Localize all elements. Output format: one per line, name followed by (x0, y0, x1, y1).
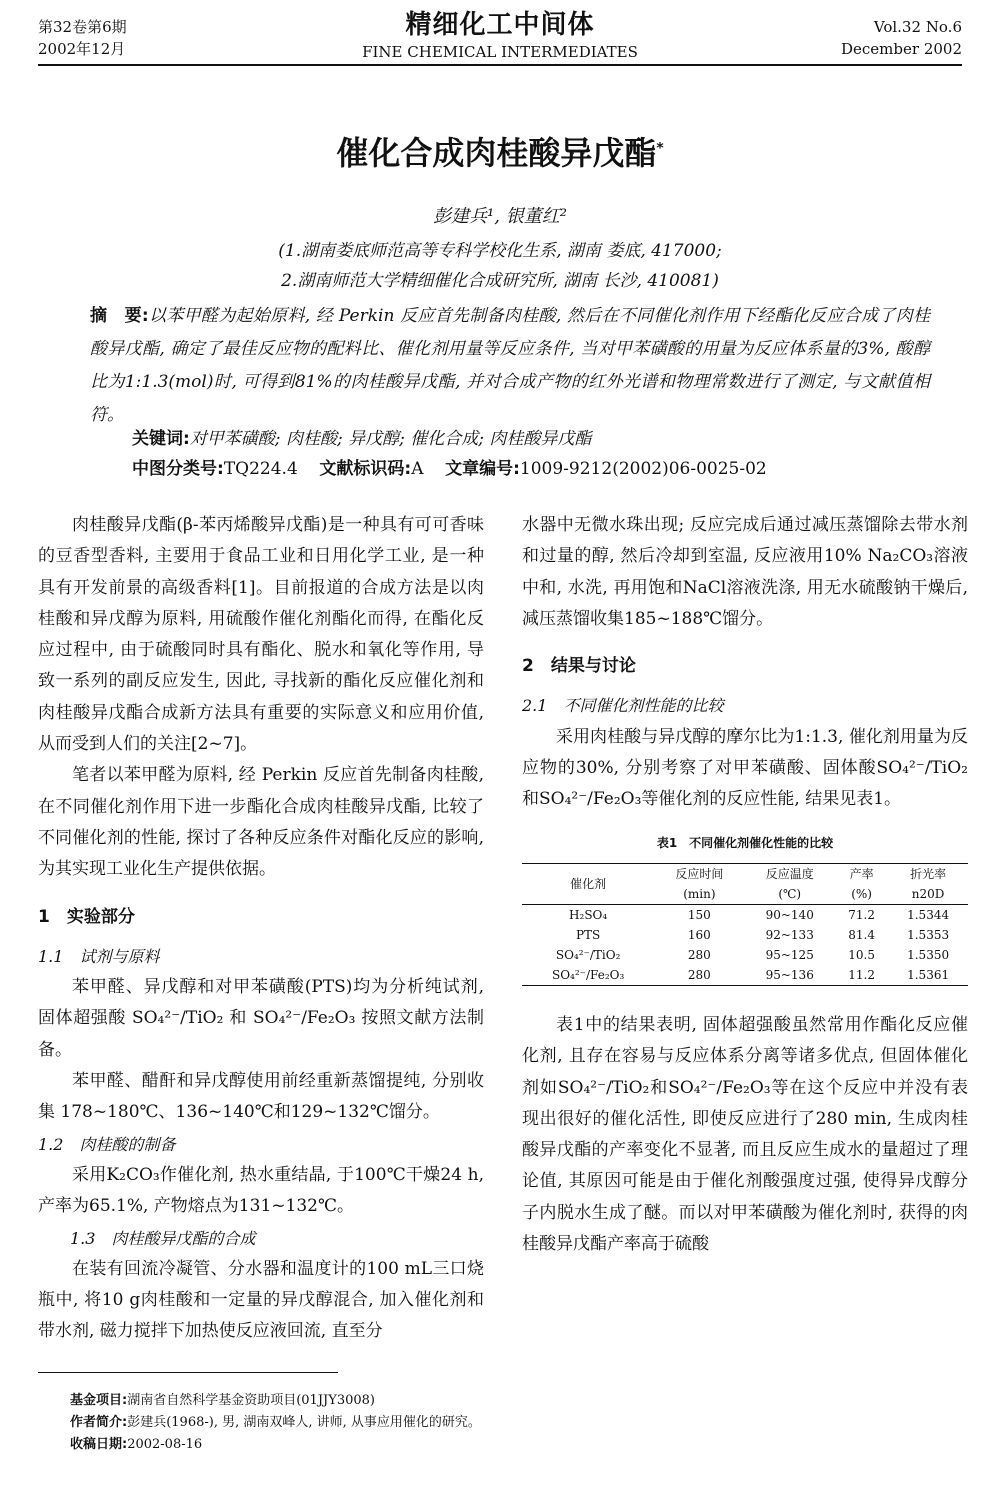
section-1-3-paragraph: 在装有回流冷凝管、分水器和温度计的100 mL三口烧瓶中, 将10 g肉桂酸和一定量的异戊醇混合, 加入催化剂和带水剂, 磁力搅拌下加热使反应液回流, 直至分 (38, 1258, 484, 1342)
issue-info (38, 16, 127, 60)
section-1-heading: 1 实验部分 (38, 906, 135, 927)
keywords-text: 对甲苯磺酸; 肉桂酸; 异戊醇; 催化合成; 肉桂酸异戊酯 (189, 429, 592, 449)
received-date-label: 收稿日期: (70, 1437, 128, 1452)
table-cell: 10.5 (848, 947, 875, 962)
issue-date: 2002年12月 (38, 40, 126, 58)
doc-code-label: 文献标识码: (319, 459, 412, 479)
table-header-catalyst: 催化剂 (522, 863, 654, 904)
abstract-label: 摘 要: (90, 306, 149, 326)
section-2-1-discussion: 表1中的结果表明, 固体超强酸虽然常用作酯化反应催化剂, 且存在容易与反应体系分离等诸多优点, 但固体催化剂如SO₄²⁻/TiO₂和SO₄²⁻/Fe₂O₃等在这个反应中并没有表现出很好的催化活性, 即使反应进行了280 min, 生成肉桂酸异戊酯的产率变化不显著, 而且反应生成水的量超过了理论值, 其原因可能是由于催化剂酸强度过强, 使得异戊醇分子内脱水生成了醚。而以对甲苯磺酸为催化剂时, 获得的肉桂酸异戊酯产率高于硫酸 (522, 1014, 968, 1255)
table-cell: 1.5361 (888, 965, 968, 986)
issue-volume-en: Vol.32 No.6 (873, 18, 962, 36)
table-header-temp: 反应温度 (744, 863, 835, 884)
abstract-text: 以苯甲醛为起始原料, 经 Perkin 反应首先制备肉桂酸, 然后在不同催化剂作用下经酯化反应合成了肉桂酸异戊酯, 确定了最佳反应物的配料比、催化剂用量等反应条件, 当对甲苯磺酸的用量为反应体系量的3%, 酸醇比为1:1.3(mol)时, 可得到81%的肉桂酸异戊酯, 并对合成产物的红外光谱和物理常数进行了测定, 与文献值相符。 (90, 306, 930, 425)
section-2-1-paragraph: 采用肉桂酸与异戊醇的摩尔比为1:1.3, 催化剂用量为反应物的30%, 分别考察了对甲苯磺酸、固体酸SO₄²⁻/TiO₂和SO₄²⁻/Fe₂O₃等催化剂的反应性能, 结果见表1。 (522, 726, 968, 810)
intro-paragraph-1: 肉桂酸异戊酯(β-苯丙烯酸异戊酯)是一种具有可可香味的豆香型香料, 主要用于食品工业和日用化学工业, 是一种具有开发前景的高级香料[1]。目前报道的合成方法是以肉桂酸和异戊醇为原料, 用硫酸作催化剂酯化而得, 在酯化反应过程中, 由于硫酸同时具有酯化、脱水和氧化等作用, 导致一系列的副反应发生, 因此, 寻找新的酯化反应催化剂和肉桂酸异戊酯合成新方法具有重要的实际意义和应用价值, 从而受到人们的关注[2~7]。 (38, 515, 484, 755)
table-header-time: 反应时间 (654, 863, 744, 884)
article-no-label: 文章编号: (445, 459, 520, 479)
journal-name-cn: 精细化工中间体 (405, 10, 595, 40)
clc-label: 中图分类号: (132, 459, 224, 479)
section-1-2-paragraph: 采用K₂CO₃作催化剂, 热水重结晶, 于100℃干燥24 h, 产率为65.1%, 产物熔点为131~132℃。 (38, 1164, 484, 1217)
table-row (522, 945, 968, 965)
authors: 彭建兵¹, 银董红² (433, 206, 567, 227)
journal-name-en: FINE CHEMICAL INTERMEDIATES (362, 43, 638, 61)
header-rule (38, 64, 962, 66)
left-column (38, 510, 484, 1348)
footnote-rule (38, 1372, 338, 1373)
section-1-1-heading: 1.1 试剂与原料 (38, 946, 160, 966)
article-title-text: 催化合成肉桂酸异戊酯 (336, 134, 657, 172)
article-title (0, 128, 1000, 174)
issue-info-en (841, 16, 962, 60)
table-row (522, 965, 968, 986)
table-1 (522, 828, 968, 986)
table-cell: 1.5350 (907, 947, 950, 962)
table-cell: 280 (654, 965, 744, 986)
table-cell: SO₄²⁻/TiO₂ (555, 947, 621, 962)
section-1-1-paragraph-a: 苯甲醛、异戊醇和对甲苯磺酸(PTS)均为分析纯试剂, 固体超强酸 SO₄²⁻/TiO₂ 和 SO₄²⁻/Fe₂O₃ 按照文献方法制备。 (38, 977, 484, 1060)
author-note-text: 彭建兵(1968-), 男, 湖南双峰人, 讲师, 从事应用催化的研究。 (127, 1415, 481, 1430)
table-cell: 71.2 (848, 907, 875, 922)
intro-paragraph-2: 笔者以苯甲醛为原料, 经 Perkin 反应首先制备肉桂酸, 在不同催化剂作用下进一步酯化合成肉桂酸异戊酯, 比较了不同催化剂的性能, 探讨了各种反应条件对酯化反应的影响, 为其实现工业化生产提供依据。 (38, 765, 484, 880)
doc-code-value: A (411, 459, 424, 479)
issue-volume: 第32卷第6期 (38, 18, 127, 36)
keywords-label: 关键词: (132, 429, 190, 449)
abstract (90, 300, 930, 432)
table-row (522, 904, 968, 925)
table-header-yield: 产率 (835, 863, 888, 884)
table-cell: 1.5344 (907, 907, 950, 922)
table-cell: 1.5353 (907, 927, 950, 942)
table-row (522, 925, 968, 945)
section-1-1-paragraph-b: 苯甲醛、醋酐和异戊醇使用前经重新蒸馏提纯, 分别收集 178~180℃、136~140℃和129~132℃馏分。 (38, 1071, 484, 1123)
table-unit-refractive: n20D (888, 884, 968, 905)
keywords (132, 424, 932, 454)
catalyst-comparison-table (522, 863, 968, 986)
clc-value: TQ224.4 (223, 459, 298, 479)
table-cell: 90~140 (765, 907, 814, 922)
continued-paragraph: 水器中无微水珠出现; 反应完成后通过减压蒸馏除去带水剂和过量的醇, 然后冷却到室温, 反应液用10% Na₂CO₃溶液中和, 水洗, 再用饱和NaCl溶液洗涤, 用无水硫酸钠干燥后, 减压蒸馏收集185~188℃馏分。 (522, 515, 968, 629)
affiliation-1: (1.湖南娄底师范高等专科学校化生系, 湖南 娄底, 417000; (278, 241, 722, 261)
table-cell: H₂SO₄ (569, 907, 608, 922)
fund-label: 基金项目: (70, 1393, 128, 1408)
fund-text: 湖南省自然科学基金资助项目(01JJY3008) (127, 1393, 375, 1408)
table-cell: 95~125 (765, 947, 814, 962)
article-no-value: 1009-9212(2002)06-0025-02 (519, 459, 767, 479)
affiliation-2: 2.湖南师范大学精细催化合成研究所, 湖南 长沙, 410081) (281, 271, 719, 291)
table-cell: 95~136 (744, 965, 835, 986)
table-unit-yield: (%) (835, 884, 888, 905)
author-note-label: 作者简介: (70, 1415, 128, 1430)
table-cell: 280 (687, 947, 711, 962)
section-1-2-heading: 1.2 肉桂酸的制备 (38, 1134, 176, 1154)
journal-masthead (300, 8, 700, 62)
received-date-text: 2002-08-16 (127, 1437, 203, 1452)
section-2-heading: 2 结果与讨论 (522, 656, 636, 677)
table-1-caption: 表1 不同催化剂催化性能的比较 (656, 835, 834, 850)
table-cell: 92~133 (765, 927, 814, 942)
title-footnote-mark: * (656, 140, 664, 157)
table-header-refractive: 折光率 (888, 863, 968, 884)
table-unit-time: (min) (654, 884, 744, 905)
table-cell: 150 (687, 907, 711, 922)
table-cell: SO₄²⁻/Fe₂O₃ (522, 965, 654, 986)
issue-date-en: December 2002 (841, 40, 962, 58)
received-date-note (70, 1434, 481, 1456)
fund-note (70, 1390, 481, 1412)
section-2-1-heading: 2.1 不同催化剂性能的比较 (522, 696, 724, 716)
classification-line (132, 454, 952, 484)
table-cell: 81.4 (848, 927, 875, 942)
section-1-3-heading: 1.3 肉桂酸异戊酯的合成 (70, 1228, 256, 1248)
footnotes (70, 1390, 481, 1456)
table-unit-temp: (℃) (744, 884, 835, 905)
right-column (522, 510, 968, 1260)
table-cell: 11.2 (835, 965, 888, 986)
table-cell: 160 (687, 927, 711, 942)
table-cell: PTS (575, 927, 601, 942)
author-note (70, 1412, 481, 1434)
